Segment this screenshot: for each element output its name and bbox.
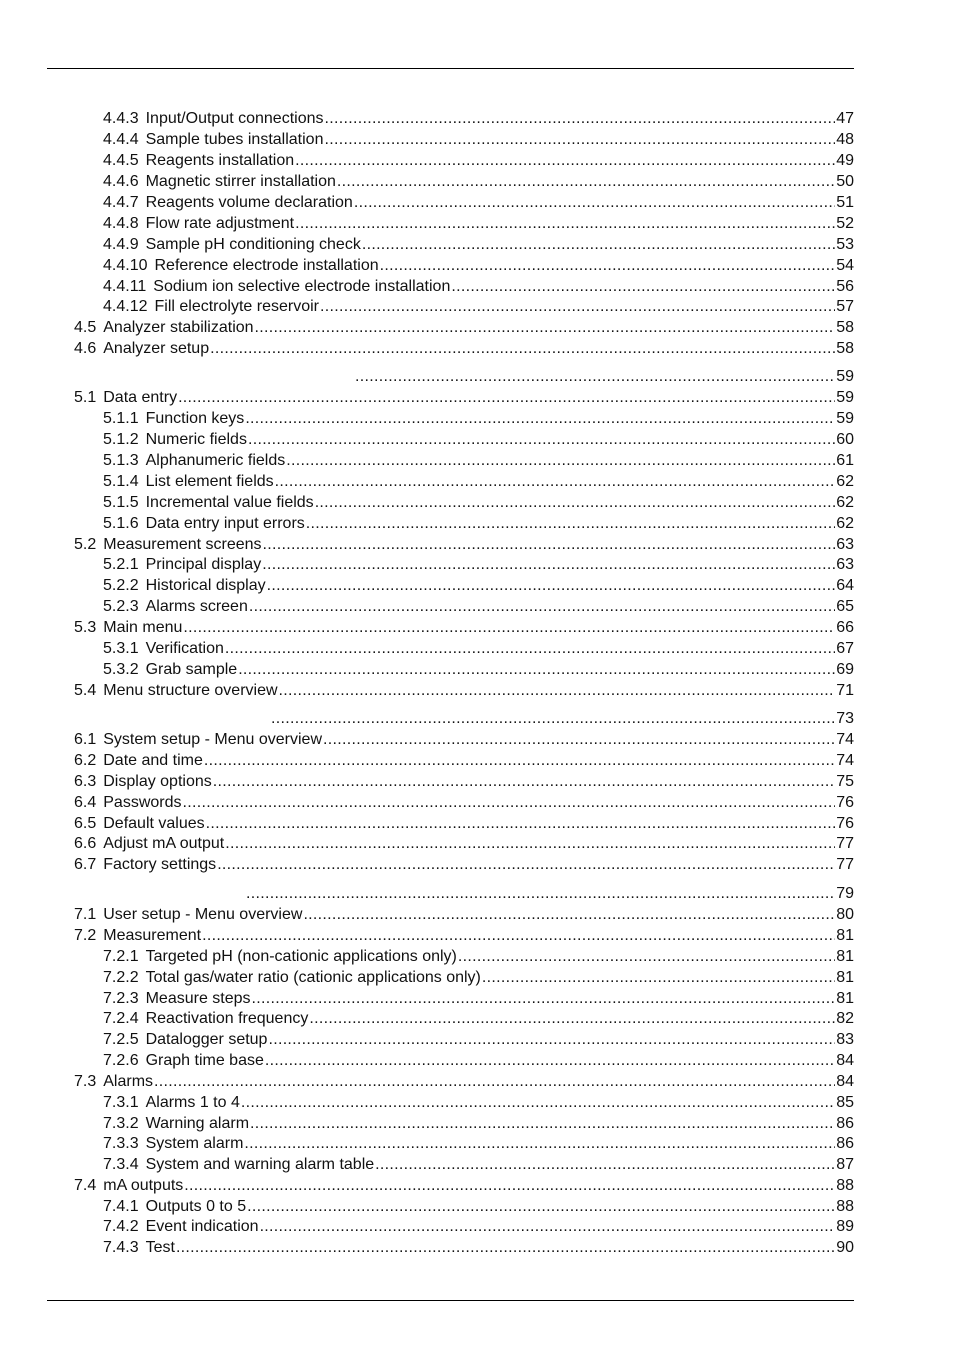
toc-entry-page: 62 <box>836 473 854 490</box>
toc-entry-number: 4.4.7 <box>103 194 139 211</box>
dot-leader <box>275 471 836 492</box>
toc-entry-page: 84 <box>836 1073 854 1090</box>
toc-entry-title: Menu structure overview <box>103 682 278 699</box>
toc-entry-title: mA outputs <box>103 1177 184 1194</box>
toc-entry-title: Display options <box>103 773 212 790</box>
toc-entry-title: Function keys <box>145 410 245 427</box>
toc-entry[interactable] <box>103 575 854 596</box>
dot-leader <box>306 513 835 534</box>
toc-entry-number: 7.4.1 <box>103 1198 139 1215</box>
toc-entry-number: 5.1.6 <box>103 515 139 532</box>
dot-leader <box>238 659 835 680</box>
toc-entry-title: Grab sample <box>145 661 238 678</box>
toc-entry[interactable] <box>103 1154 854 1175</box>
toc-entry-title: Flow rate adjustment <box>145 215 295 232</box>
toc-entry-page: 81 <box>836 990 854 1007</box>
toc-entry-page: 73 <box>836 710 854 727</box>
toc-entry-number: 4.4.6 <box>103 173 139 190</box>
toc-entry[interactable] <box>103 408 854 429</box>
toc-entry-number: 7.2.5 <box>103 1031 139 1048</box>
toc-entry-page: 61 <box>836 452 854 469</box>
dot-leader <box>246 883 835 904</box>
toc-entry-number: 4.4.9 <box>103 236 139 253</box>
toc-entry-number: 5.1 <box>74 389 97 406</box>
toc-entry-page: 59 <box>836 410 854 427</box>
toc-entry-title: Reference electrode installation <box>154 257 379 274</box>
header-rule <box>47 68 854 69</box>
toc-entry[interactable] <box>74 1175 854 1196</box>
dot-leader <box>320 296 835 317</box>
toc-entry[interactable] <box>74 680 854 701</box>
toc-entry-number: 6.5 <box>74 815 97 832</box>
dot-leader <box>176 1237 835 1258</box>
toc-entry-number: 7.3.2 <box>103 1115 139 1132</box>
toc-entry[interactable] <box>74 813 854 834</box>
toc-entry-number: 4.4.12 <box>103 298 148 315</box>
toc-entry-number: 7.2.1 <box>103 948 139 965</box>
toc-entry-number: 6.3 <box>74 773 97 790</box>
toc-entry-title: Analyzer stabilization <box>103 319 254 336</box>
toc-entry-page: 86 <box>836 1135 854 1152</box>
toc-entry[interactable] <box>103 1237 854 1258</box>
toc-entry-page: 76 <box>836 815 854 832</box>
toc-entry-title: Warning alarm <box>145 1115 250 1132</box>
toc-entry[interactable] <box>103 150 854 171</box>
toc-entry-title: Targeted pH (non-cationic applications only) <box>145 948 457 965</box>
toc-entry[interactable] <box>74 534 854 555</box>
dot-leader <box>325 108 836 129</box>
toc-entry-title: Factory settings <box>103 856 217 873</box>
toc-entry-number: 4.4.8 <box>103 215 139 232</box>
dot-leader <box>268 1029 835 1050</box>
toc-entry-number: 6.6 <box>74 835 97 852</box>
dot-leader <box>183 617 835 638</box>
dot-leader <box>355 366 835 387</box>
dot-leader <box>241 1092 835 1113</box>
dot-leader <box>184 1175 835 1196</box>
toc-entry-title: Alarms <box>103 1073 154 1090</box>
toc-entry-number: 7.3.3 <box>103 1135 139 1152</box>
toc-entry-page: 59 <box>836 389 854 406</box>
toc-entry-title: Historical display <box>145 577 266 594</box>
dot-leader <box>225 638 835 659</box>
dot-leader <box>354 192 835 213</box>
toc-entry[interactable] <box>74 617 854 638</box>
toc-entry-page: 90 <box>836 1239 854 1256</box>
toc-entry-title: Sample tubes installation <box>145 131 324 148</box>
toc-entry-title: Measurement <box>103 927 202 944</box>
toc-entry-title: Test <box>145 1239 175 1256</box>
dot-leader <box>244 1133 835 1154</box>
toc-entry[interactable] <box>103 255 854 276</box>
toc-entry-number: 4.4.10 <box>103 257 148 274</box>
toc-entry-title: Alphanumeric fields <box>145 452 286 469</box>
toc-entry[interactable] <box>103 988 854 1009</box>
toc-entry-page: 56 <box>836 278 854 295</box>
toc-entry-page: 48 <box>836 131 854 148</box>
toc-entry[interactable] <box>103 108 854 129</box>
toc-entry[interactable] <box>103 129 854 150</box>
toc-entry-number: 4.5 <box>74 319 97 336</box>
toc-entry[interactable] <box>103 1133 854 1154</box>
toc-entry-page: 88 <box>836 1198 854 1215</box>
toc-entry-number: 7.3.1 <box>103 1094 139 1111</box>
toc-entry-title: Verification <box>145 640 224 657</box>
toc-entry-page: 53 <box>836 236 854 253</box>
dot-leader <box>252 988 836 1009</box>
dot-leader <box>210 338 835 359</box>
toc-entry-page: 89 <box>836 1218 854 1235</box>
toc-entry-number: 6.1 <box>74 731 97 748</box>
toc-entry-page: 86 <box>836 1115 854 1132</box>
toc-entry-title: Sample pH conditioning check <box>145 236 361 253</box>
toc-entry-title: Principal display <box>145 556 262 573</box>
toc-entry[interactable] <box>103 234 854 255</box>
toc-entry[interactable] <box>74 338 854 359</box>
toc-entry[interactable] <box>103 554 854 575</box>
toc-chapter-row[interactable] <box>245 883 854 904</box>
toc-entry-page: 82 <box>836 1010 854 1027</box>
toc-entry-page: 63 <box>836 536 854 553</box>
toc-entry-page: 88 <box>836 1177 854 1194</box>
toc-entry-page: 52 <box>836 215 854 232</box>
toc-entry-page: 51 <box>836 194 854 211</box>
toc-entry-number: 5.2.2 <box>103 577 139 594</box>
toc-entry-title: Reactivation frequency <box>145 1010 309 1027</box>
dot-leader <box>337 171 835 192</box>
toc-entry[interactable] <box>103 1008 854 1029</box>
toc-entry[interactable] <box>103 171 854 192</box>
toc-entry-page: 47 <box>836 110 854 127</box>
toc-entry-number: 4.4.3 <box>103 110 139 127</box>
dot-leader <box>482 967 835 988</box>
toc-entry-title: Date and time <box>103 752 203 769</box>
toc-entry-page: 60 <box>836 431 854 448</box>
toc-entry-number: 5.1.1 <box>103 410 139 427</box>
toc-entry-page: 81 <box>836 969 854 986</box>
dot-leader <box>178 387 835 408</box>
toc-entry[interactable] <box>103 1029 854 1050</box>
toc-entry-title: System and warning alarm table <box>145 1156 375 1173</box>
dot-leader <box>262 554 835 575</box>
toc-entry[interactable] <box>74 750 854 771</box>
toc-entry-number: 5.3.2 <box>103 661 139 678</box>
dot-leader <box>362 234 835 255</box>
toc-entry-number: 4.6 <box>74 340 97 357</box>
toc-entry-title: Passwords <box>103 794 182 811</box>
toc-entry[interactable] <box>103 213 854 234</box>
toc-entry[interactable] <box>103 1092 854 1113</box>
toc-entry-number: 7.4 <box>74 1177 97 1194</box>
toc-entry-page: 49 <box>836 152 854 169</box>
dot-leader <box>247 1196 835 1217</box>
toc-entry-title: Incremental value fields <box>145 494 314 511</box>
dot-leader <box>303 904 835 925</box>
toc-entry-title: Datalogger setup <box>145 1031 268 1048</box>
toc-entry-title: System setup - Menu overview <box>103 731 322 748</box>
toc-chapter-row[interactable] <box>270 708 854 729</box>
toc-entry[interactable] <box>103 967 854 988</box>
toc-entry-title: Measurement screens <box>103 536 262 553</box>
dot-leader <box>375 1154 835 1175</box>
toc-entry-title: Main menu <box>103 619 183 636</box>
toc-entry-title: Alarms 1 to 4 <box>145 1094 240 1111</box>
toc-entry-page: 75 <box>836 773 854 790</box>
toc-entry-number: 4.4.5 <box>103 152 139 169</box>
dot-leader <box>309 1008 835 1029</box>
dot-leader <box>265 1050 835 1071</box>
dot-leader <box>249 596 835 617</box>
toc-entry-page: 81 <box>836 927 854 944</box>
dot-leader <box>217 854 835 875</box>
toc-entry[interactable] <box>74 904 854 925</box>
toc-entry-number: 7.3.4 <box>103 1156 139 1173</box>
toc-entry-number: 7.2.2 <box>103 969 139 986</box>
toc-entry-page: 74 <box>836 752 854 769</box>
toc-entry-title: Fill electrolyte reservoir <box>154 298 319 315</box>
toc-entry[interactable] <box>74 387 854 408</box>
toc-entry[interactable] <box>103 1050 854 1071</box>
toc-entry-number: 5.2.3 <box>103 598 139 615</box>
toc-entry-page: 57 <box>836 298 854 315</box>
toc-entry-title: Event indication <box>145 1218 259 1235</box>
toc-entry-page: 62 <box>836 494 854 511</box>
toc-entry-page: 67 <box>836 640 854 657</box>
dot-leader <box>255 317 836 338</box>
toc-entry-page: 74 <box>836 731 854 748</box>
toc-entry-page: 58 <box>836 319 854 336</box>
toc-entry-page: 87 <box>836 1156 854 1173</box>
toc-entry[interactable] <box>103 513 854 534</box>
toc-entry[interactable] <box>103 596 854 617</box>
toc-entry-title: Graph time base <box>145 1052 264 1069</box>
toc-entry[interactable] <box>103 659 854 680</box>
toc-entry-title: Numeric fields <box>145 431 247 448</box>
toc-entry-number: 5.2.1 <box>103 556 139 573</box>
toc-entry-number: 5.4 <box>74 682 97 699</box>
toc-entry-number: 7.3 <box>74 1073 97 1090</box>
toc-entry-number: 7.4.3 <box>103 1239 139 1256</box>
toc-entry-number: 5.1.5 <box>103 494 139 511</box>
dot-leader <box>263 534 836 555</box>
toc-entry-title: Magnetic stirrer installation <box>145 173 336 190</box>
toc-entry[interactable] <box>74 317 854 338</box>
dot-leader <box>271 708 835 729</box>
dot-leader <box>245 408 835 429</box>
toc-entry-number: 6.4 <box>74 794 97 811</box>
dot-leader <box>154 1071 835 1092</box>
toc-entry-title: Reagents volume declaration <box>145 194 353 211</box>
toc-entry-title: Reagents installation <box>145 152 295 169</box>
toc-entry[interactable] <box>74 729 854 750</box>
dot-leader <box>295 150 835 171</box>
toc-entry-page: 79 <box>836 885 854 902</box>
toc-entry-page: 50 <box>836 173 854 190</box>
toc-entry-title: Data entry input errors <box>145 515 305 532</box>
dot-leader <box>324 129 835 150</box>
toc-entry-page: 66 <box>836 619 854 636</box>
toc-entry-number: 5.1.2 <box>103 431 139 448</box>
toc-entry-number: 5.1.3 <box>103 452 139 469</box>
toc-entry-number: 4.4.4 <box>103 131 139 148</box>
toc-entry-page: 85 <box>836 1094 854 1111</box>
dot-leader <box>202 925 835 946</box>
toc-entry-page: 77 <box>836 856 854 873</box>
toc-entry-number: 7.1 <box>74 906 97 923</box>
toc-entry[interactable] <box>74 1071 854 1092</box>
toc-entry[interactable] <box>103 492 854 513</box>
dot-leader <box>451 276 835 297</box>
dot-leader <box>315 492 836 513</box>
toc-entry[interactable] <box>74 833 854 854</box>
toc-entry-title: Total gas/water ratio (cationic applications only) <box>145 969 481 986</box>
toc-entry-title: Analyzer setup <box>103 340 210 357</box>
toc-entry-title: Default values <box>103 815 205 832</box>
toc-entry-number: 5.3 <box>74 619 97 636</box>
toc-entry-title: Measure steps <box>145 990 251 1007</box>
toc-entry-number: 6.7 <box>74 856 97 873</box>
toc-entry-page: 81 <box>836 948 854 965</box>
toc-entry[interactable] <box>74 792 854 813</box>
toc-entry-number: 7.2 <box>74 927 97 944</box>
toc-entry-page: 62 <box>836 515 854 532</box>
toc-entry[interactable] <box>74 771 854 792</box>
dot-leader <box>267 575 836 596</box>
toc-entry-number: 5.2 <box>74 536 97 553</box>
toc-chapter-row[interactable] <box>354 366 854 387</box>
toc-entry-number: 4.4.11 <box>103 278 147 295</box>
toc-entry-page: 64 <box>836 577 854 594</box>
toc-entry-number: 7.2.4 <box>103 1010 139 1027</box>
toc-entry[interactable] <box>103 1196 854 1217</box>
toc-entry-page: 69 <box>836 661 854 678</box>
dot-leader <box>458 946 835 967</box>
dot-leader <box>380 255 836 276</box>
toc-entry[interactable] <box>74 925 854 946</box>
toc-entry-number: 5.3.1 <box>103 640 139 657</box>
toc-entry[interactable] <box>103 192 854 213</box>
toc-entry-page: 58 <box>836 340 854 357</box>
toc-entry[interactable] <box>103 296 854 317</box>
toc-entry-page: 59 <box>836 368 854 385</box>
toc-entry-number: 6.2 <box>74 752 97 769</box>
dot-leader <box>295 213 835 234</box>
toc-entry-page: 65 <box>836 598 854 615</box>
toc-entry-title: Outputs 0 to 5 <box>145 1198 247 1215</box>
toc-entry[interactable] <box>103 429 854 450</box>
toc-entry-title: Input/Output connections <box>145 110 324 127</box>
dot-leader <box>225 833 835 854</box>
toc-entry-title: Adjust mA output <box>103 835 225 852</box>
toc-entry-page: 63 <box>836 556 854 573</box>
dot-leader <box>260 1216 836 1237</box>
toc-entry[interactable] <box>103 450 854 471</box>
dot-leader <box>250 1113 835 1134</box>
toc-entry-title: Data entry <box>103 389 178 406</box>
dot-leader <box>206 813 836 834</box>
toc-entry-page: 84 <box>836 1052 854 1069</box>
toc-entry-title: System alarm <box>145 1135 244 1152</box>
dot-leader <box>286 450 835 471</box>
toc-entry[interactable] <box>103 946 854 967</box>
dot-leader <box>183 792 836 813</box>
dot-leader <box>279 680 836 701</box>
toc-entry-title: Sodium ion selective electrode installation <box>153 278 451 295</box>
toc-entry-title: List element fields <box>145 473 274 490</box>
dot-leader <box>204 750 835 771</box>
toc-entry-number: 5.1.4 <box>103 473 139 490</box>
toc-entry-page: 77 <box>836 835 854 852</box>
toc-entry[interactable] <box>103 638 854 659</box>
toc-entry[interactable] <box>103 471 854 492</box>
toc-entry-title: Alarms screen <box>145 598 248 615</box>
toc-entry[interactable] <box>103 1216 854 1237</box>
toc-entry-page: 83 <box>836 1031 854 1048</box>
toc-entry-number: 7.4.2 <box>103 1218 139 1235</box>
footer-rule <box>47 1300 854 1301</box>
dot-leader <box>248 429 835 450</box>
toc-entry-page: 76 <box>836 794 854 811</box>
toc-entry-number: 7.2.3 <box>103 990 139 1007</box>
toc-entry-page: 80 <box>836 906 854 923</box>
toc-entry[interactable] <box>103 276 854 297</box>
toc-entry-title: User setup - Menu overview <box>103 906 303 923</box>
toc-entry-number: 7.2.6 <box>103 1052 139 1069</box>
toc-entry-page: 54 <box>836 257 854 274</box>
toc-entry[interactable] <box>74 854 854 875</box>
dot-leader <box>213 771 835 792</box>
dot-leader <box>323 729 835 750</box>
toc-entry[interactable] <box>103 1113 854 1134</box>
toc-entry-page: 71 <box>836 682 854 699</box>
